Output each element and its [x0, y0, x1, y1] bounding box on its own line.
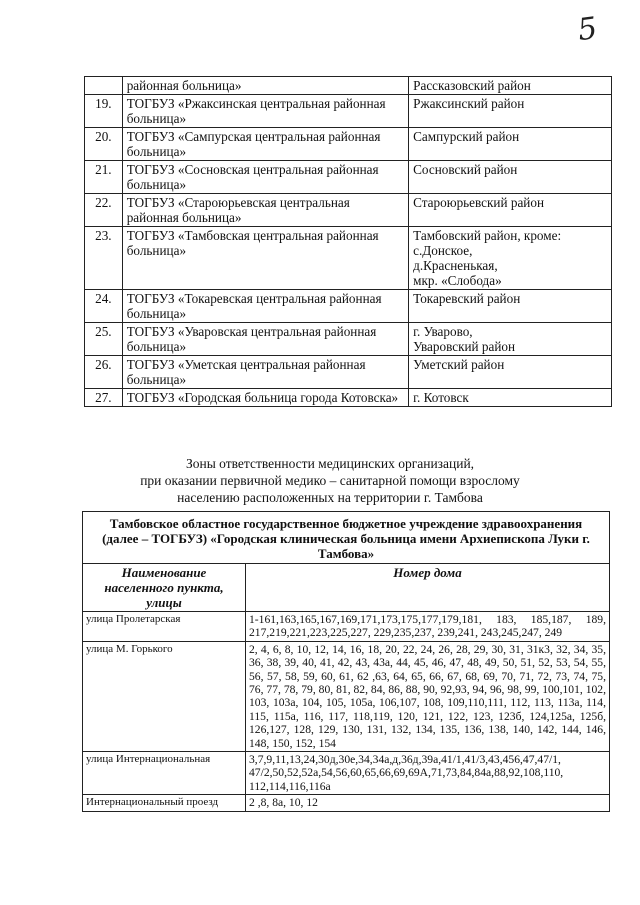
zone-line: д.Красненькая,: [413, 258, 498, 273]
table-row: [85, 227, 612, 290]
organization-name: ТОГБУЗ «Сосновская центральная районная больница»: [122, 161, 408, 194]
house-numbers: 2, 4, 6, 8, 10, 12, 14, 16, 18, 20, 22, 24, 26, 28, 29, 30, 31, 31к3, 32, 34, 35, 36, 38, 39, 40, 41, 42, 43, 43а, 44, 45, 46, 47, 48, 49, 50, 51, 52, 53, 54, 55, 56, 57, 58, 59, 60, 61, 62 ,63, 64, 65, 66, 67, 68, 69, 70, 71, 72, 73, 74, 75, 76, 77, 78, 79, 80, 81, 82, 84, 86, 88, 90, 92,93, 94, 96, 98, 99, 100,101, 102, 103, 103а, 104, 105, 105а, 106,107, 108, 109,110,111, 112, 113, 113а, 114, 115, 115а, 116, 117, 118,119, 120, 121, 122, 123, 123б, 124,125а, 125б, 126,127, 128, 129, 130, 131, 132, 134, 135, 136, 138, 140, 142, 144, 146, 148, 150, 152, 154: [246, 641, 610, 751]
zone-line: с.Донское,: [413, 243, 473, 258]
street-name: улица Пролетарская: [83, 612, 246, 642]
organization-name: ТОГБУЗ «Уметская центральная районная больница»: [122, 356, 408, 389]
zone-line: Токаревский район: [413, 291, 521, 306]
org-header: Тамбовское областное государственное бюджетное учреждение здравоохранения (далее – ТОГБУЗ) «Городская клиническая больница имени Архиепископа Луки г. Тамбова»: [83, 512, 610, 564]
row-number: 26.: [85, 356, 123, 389]
table-row: [83, 641, 610, 751]
responsibility-zone: [409, 290, 612, 323]
row-number: 19.: [85, 95, 123, 128]
zone-line: Уваровский район: [413, 339, 516, 354]
responsibility-zone: [409, 389, 612, 407]
table-row: [85, 323, 612, 356]
organization-name: ТОГБУЗ «Сампурская центральная районная больница»: [122, 128, 408, 161]
zone-line: г. Уварово,: [413, 324, 473, 339]
section-title-line-1: Зоны ответственности медицинских организаций,: [185, 456, 475, 471]
row-number: 22.: [85, 194, 123, 227]
zone-line: Уметский район: [413, 357, 505, 372]
table-row: [83, 612, 610, 642]
zone-line: г. Котовск: [413, 390, 469, 405]
column-header-row: [83, 564, 610, 612]
street-name: улица М. Горького: [83, 641, 246, 751]
table-row: [85, 290, 612, 323]
responsibility-zone: [409, 194, 612, 227]
house-numbers: 1-161,163,165,167,169,171,173,175,177,179,181, 183, 185,187, 189, 217,219,221,223,225,227, 229,235,237, 239,241, 243,245,247, 249: [246, 612, 610, 642]
street-name: Интернациональный проезд: [83, 795, 246, 811]
tambov-streets-table: [82, 511, 610, 812]
zone-line: Тамбовский район, кроме:: [413, 228, 562, 243]
responsibility-zone: [409, 161, 612, 194]
row-number: 27.: [85, 389, 123, 407]
responsibility-zone: [409, 77, 612, 95]
house-numbers: 2 ,8, 8а, 10, 12: [246, 795, 610, 811]
column-header-street: Наименование населенного пункта, улицы: [83, 564, 246, 612]
table-row: [85, 128, 612, 161]
row-number: 21.: [85, 161, 123, 194]
section-title: [120, 455, 540, 506]
table-row: [85, 194, 612, 227]
zone-line: Сосновский район: [413, 162, 518, 177]
org-header-row: [83, 512, 610, 564]
table-row: [85, 356, 612, 389]
organization-name: ТОГБУЗ «Ржаксинская центральная районная больница»: [122, 95, 408, 128]
organization-name: ТОГБУЗ «Токаревская центральная районная больница»: [122, 290, 408, 323]
column-header-houses: Номер дома: [246, 564, 610, 612]
table-row: [85, 95, 612, 128]
zone-line: Рассказовский район: [413, 78, 531, 93]
organization-name: ТОГБУЗ «Городская больница города Котовска»: [122, 389, 408, 407]
page-number: 5: [575, 10, 600, 49]
table-row: [83, 795, 610, 811]
zone-line: Сампурский район: [413, 129, 520, 144]
organization-name: ТОГБУЗ «Староюрьевская центральная районная больница»: [122, 194, 408, 227]
zone-line: мкр. «Слобода»: [413, 273, 502, 288]
table-row: [85, 389, 612, 407]
responsibility-zone: [409, 95, 612, 128]
responsibility-zone: [409, 128, 612, 161]
zone-line: Ржаксинский район: [413, 96, 525, 111]
row-number: [85, 77, 123, 95]
responsibility-zone: [409, 323, 612, 356]
table-row: [83, 752, 610, 795]
row-number: 25.: [85, 323, 123, 356]
street-name: улица Интернациональная: [83, 752, 246, 795]
responsibility-zone: [409, 227, 612, 290]
hospital-zones-table: [84, 76, 612, 407]
table-row: [85, 161, 612, 194]
tambov-streets-table-body: [83, 512, 610, 812]
section-title-line-3: населению расположенных на территории г. Тамбова: [177, 490, 483, 505]
table-row: [85, 77, 612, 95]
row-number: 24.: [85, 290, 123, 323]
section-title-line-2: при оказании первичной медико – санитарной помощи взрослому: [140, 473, 520, 488]
row-number: 20.: [85, 128, 123, 161]
responsibility-zone: [409, 356, 612, 389]
row-number: 23.: [85, 227, 123, 290]
hospital-zones-table-body: [85, 77, 612, 407]
house-numbers: 3,7,9,11,13,24,30д,30е,34,34а,д,36д,39а,41/1,41/3,43,456,47,47/1, 47/2,50,52,52а,54,56,60,65,66,69,69А,71,73,84,84а,88,92,108,110, 112,114,116,116а: [246, 752, 610, 795]
zone-line: Староюрьевский район: [413, 195, 545, 210]
organization-name: ТОГБУЗ «Уваровская центральная районная больница»: [122, 323, 408, 356]
organization-name: ТОГБУЗ «Тамбовская центральная районная больница»: [122, 227, 408, 290]
organization-name: районная больница»: [122, 77, 408, 95]
